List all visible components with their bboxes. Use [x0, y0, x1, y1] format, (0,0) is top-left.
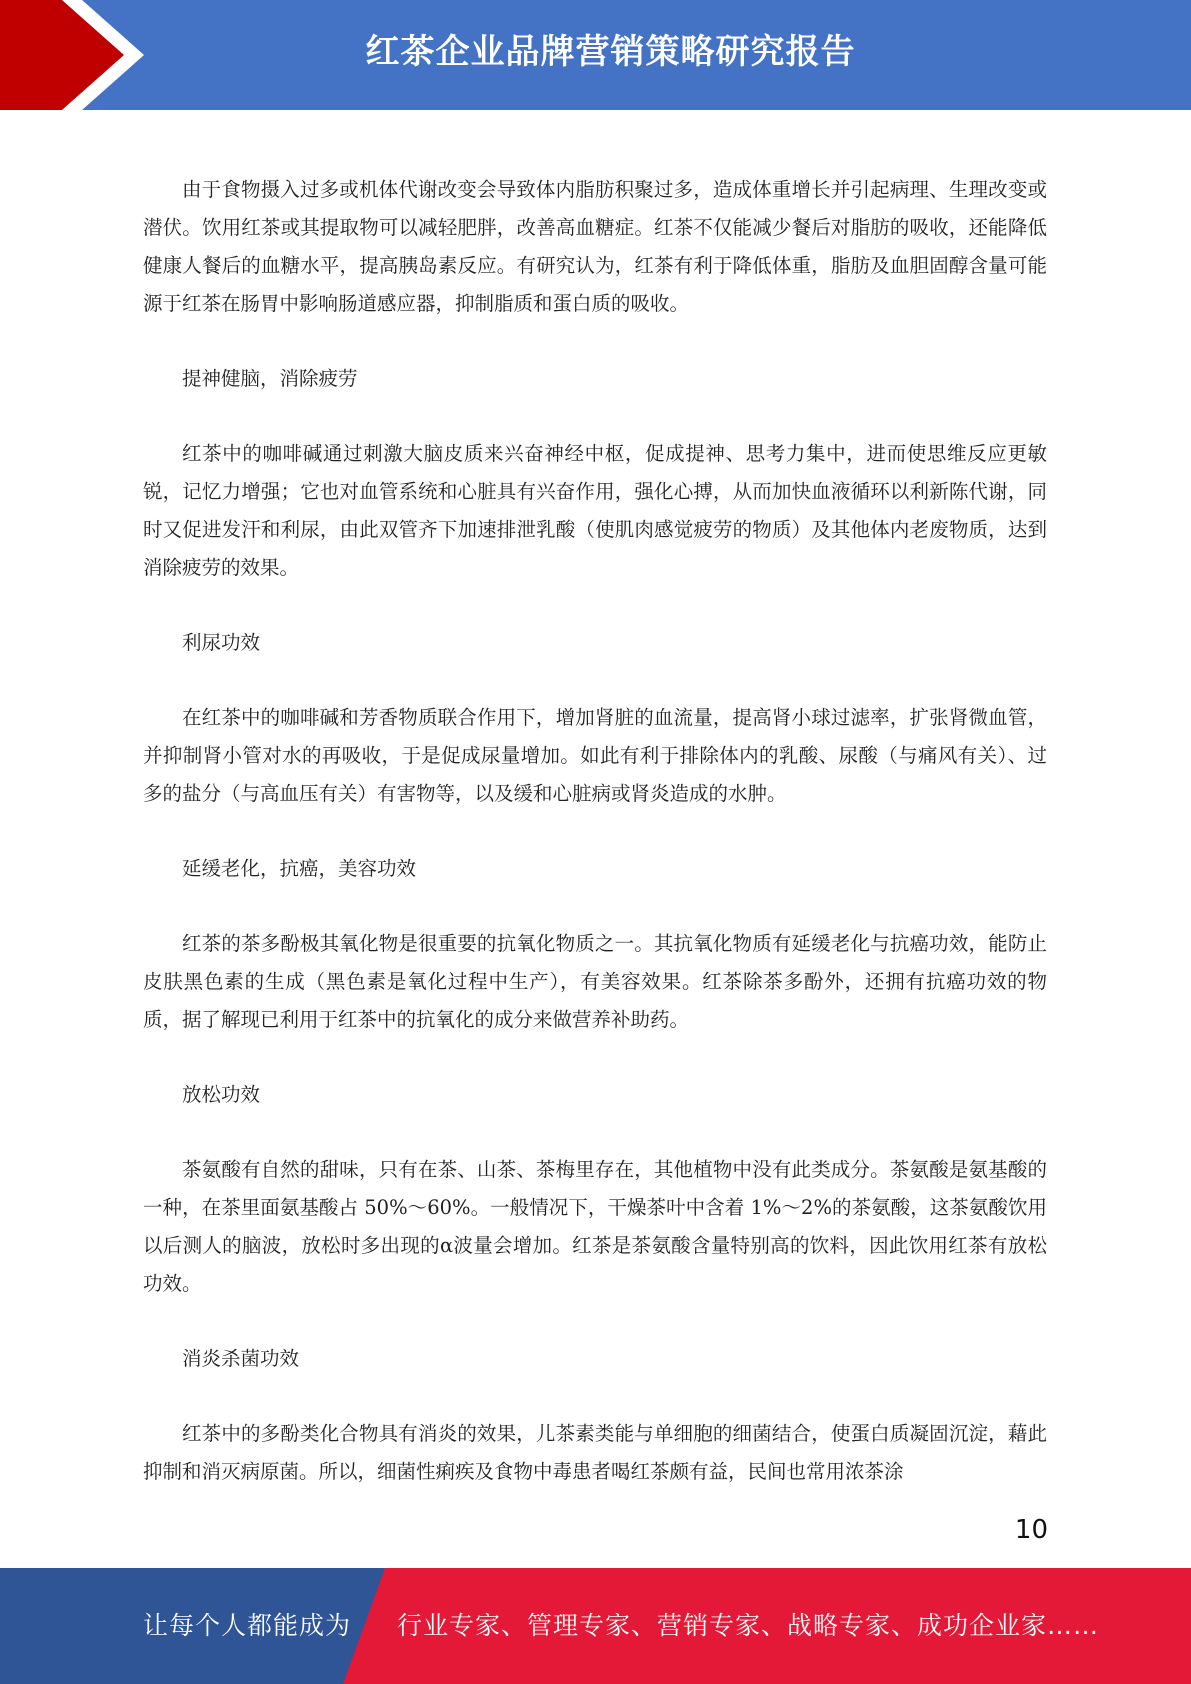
footer-slogan-right: 行业专家、管理专家、营销专家、战略专家、成功企业家…… — [397, 1611, 1100, 1640]
paragraph: 由于食物摄入过多或机体代谢改变会导致体内脂肪积聚过多，造成体重增长并引起病理、生理改变或潜伏。饮用红茶或其提取物可以减轻肥胖，改善高血糖症。红茶不仅能减少餐后对脂肪的吸收，还能降低健康人餐后的血糖水平，提高胰岛素反应。有研究认为，红茶有利于降低体重，脂肪及血胆固醇含量可能源于红茶在肠胃中影响肠道感应器，抑制脂质和蛋白质的吸收。 — [143, 178, 1047, 315]
page-footer — [0, 1568, 1191, 1684]
paragraph: 红茶中的多酚类化合物具有消炎的效果，儿茶素类能与单细胞的细菌结合，使蛋白质凝固沉淀，藉此抑制和消灭病原菌。所以，细菌性痢疾及食物中毒患者喝红茶颇有益，民间也常用浓茶涂 — [143, 1422, 1047, 1483]
section-heading: 消炎杀菌功效 — [182, 1347, 300, 1370]
section-heading: 提神健脑，消除疲劳 — [182, 367, 358, 390]
paragraph: 红茶中的咖啡碱通过刺激大脑皮质来兴奋神经中枢，促成提神、思考力集中，进而使思维反应更敏锐，记忆力增强；它也对血管系统和心脏具有兴奋作用，强化心搏，从而加快血液循环以利新陈代谢，同时又促进发汗和利尿，由此双管齐下加速排泄乳酸（使肌肉感觉疲劳的物质）及其他体内老废物质，达到消除疲劳的效果。 — [143, 442, 1047, 579]
paragraph: 在红茶中的咖啡碱和芳香物质联合作用下，增加肾脏的血流量，提高肾小球过滤率，扩张肾微血管，并抑制肾小管对水的再吸收，于是促成尿量增加。如此有利于排除体内的乳酸、尿酸（与痛风有关）、过多的盐分（与高血压有关）有害物等，以及缓和心脏病或肾炎造成的水肿。 — [143, 706, 1047, 805]
document-body — [143, 171, 1047, 1528]
page-number: 10 — [1014, 1515, 1048, 1545]
footer-slogan-left: 让每个人都能成为 — [143, 1611, 352, 1640]
report-title: 红茶企业品牌营销策略研究报告 — [365, 32, 856, 72]
section-heading: 利尿功效 — [182, 631, 261, 654]
section-heading: 延缓老化，抗癌，美容功效 — [182, 857, 417, 880]
section-heading: 放松功效 — [182, 1083, 261, 1106]
paragraph: 茶氨酸有自然的甜味，只有在茶、山茶、茶梅里存在，其他植物中没有此类成分。茶氨酸是氨基酸的一种，在茶里面氨基酸占 50%～60%。一般情况下，干燥茶叶中含着 1%～2%的茶氨酸，这茶氨酸饮用以后测人的脑波，放松时多出现的α波量会增加。红茶是茶氨酸含量特别高的饮料，因此饮用红茶有放松功效。 — [143, 1158, 1047, 1295]
page-header — [0, 0, 1191, 110]
paragraph: 红茶的茶多酚极其氧化物是很重要的抗氧化物质之一。其抗氧化物质有延缓老化与抗癌功效，能防止皮肤黑色素的生成（黑色素是氧化过程中生产），有美容效果。红茶除茶多酚外，还拥有抗癌功效的物质，据了解现已利用于红茶中的抗氧化的成分来做营养补助药。 — [143, 932, 1047, 1031]
